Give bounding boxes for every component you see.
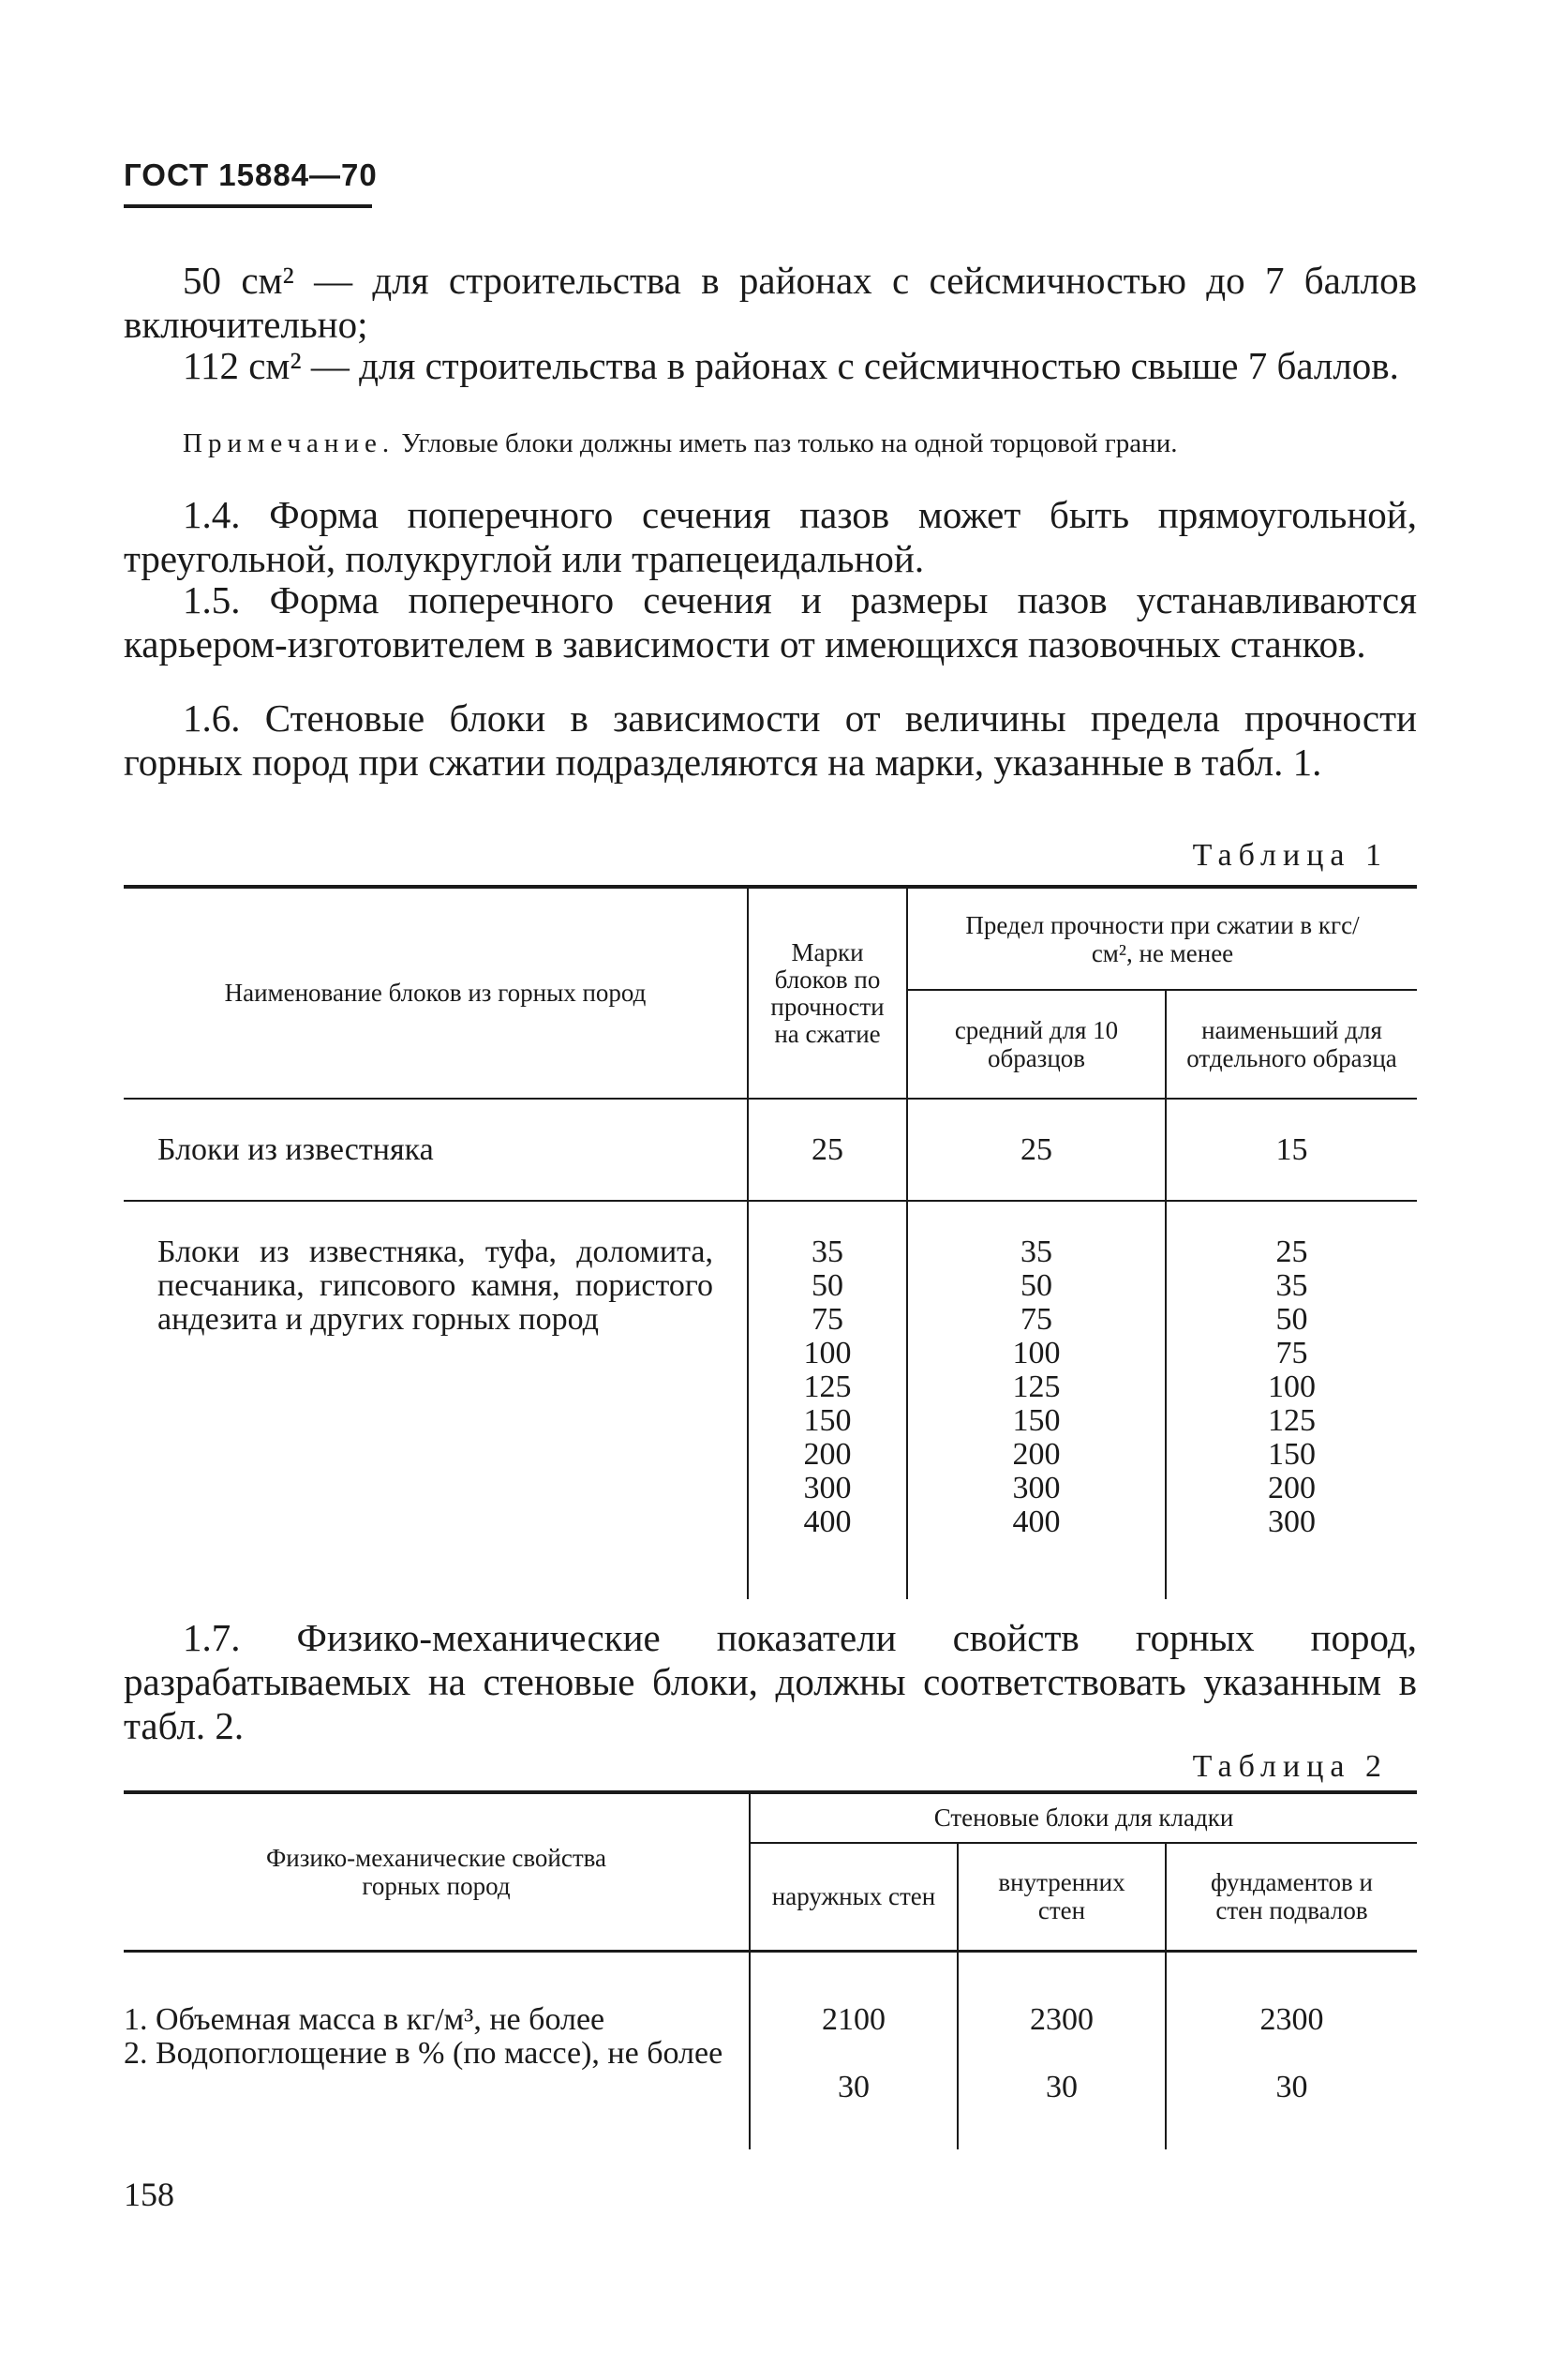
avg-value: 125 <box>1012 1370 1061 1404</box>
min-value: 75 <box>1275 1336 1308 1370</box>
note-label: Примечание. <box>183 428 395 458</box>
table1-header-avg: средний для 10 образцов <box>907 990 1166 1099</box>
min-value: 125 <box>1268 1403 1316 1438</box>
table1-row2-name: Блоки из известняка, туфа, доломита, песчаника, гипсового камня, пористого андезита и других горных пород <box>157 1235 713 1337</box>
table1 <box>124 885 1417 1599</box>
table2-row1-inner: 2300 <box>958 1951 1166 2037</box>
note <box>124 427 1417 460</box>
min-value: 25 <box>1275 1235 1308 1269</box>
mark-value: 300 <box>803 1471 852 1505</box>
avg-value: 50 <box>1020 1268 1052 1303</box>
page-number: 158 <box>124 2176 174 2213</box>
table2 <box>124 1790 1417 2149</box>
mark-value: 150 <box>803 1403 852 1438</box>
min-value: 150 <box>1268 1437 1316 1472</box>
min-value: 100 <box>1268 1370 1316 1404</box>
table1-row2-avg <box>907 1201 1166 1599</box>
min-value: 35 <box>1275 1268 1308 1303</box>
paragraph-50cm: 50 см² — для строительства в районах с сейсмичностью до 7 баллов включительно; <box>124 259 1417 346</box>
table2-row1-found: 2300 <box>1259 2002 1324 2037</box>
document-code: ГОСТ 15884—70 <box>124 157 378 192</box>
avg-value: 200 <box>1012 1437 1061 1472</box>
table2-row2-name: 2. Водопоглощение в % (по массе), не более <box>124 2036 723 2071</box>
mark-value: 200 <box>803 1437 852 1472</box>
paragraph-1-6: 1.6. Стеновые блоки в зависимости от величины предела прочности горных пород при сжатии подразделяются на марки, указанные в табл. 1. <box>124 696 1417 784</box>
table2-caption: Таблица 2 <box>1192 1749 1388 1784</box>
table1-row1-min: 15 <box>1166 1099 1417 1201</box>
min-value: 50 <box>1275 1302 1308 1337</box>
mark-value: 100 <box>803 1336 852 1370</box>
table1-row1-avg: 25 <box>907 1099 1166 1201</box>
table2-row2-found: 30 <box>1275 2070 1308 2104</box>
min-value: 200 <box>1268 1471 1316 1505</box>
avg-value: 75 <box>1020 1302 1052 1337</box>
table1-header-marks: Марки блоков по прочности на сжатие <box>748 887 907 1099</box>
table2-row2-outer: 30 <box>750 2037 958 2149</box>
table2-header-props: Физико-механические свойства горных пород <box>124 1792 750 1951</box>
avg-value: 400 <box>1012 1504 1061 1539</box>
paragraph-1-7: 1.7. Физико-механические показатели свойств горных пород, разрабатываемых на стеновые блоки, должны соответствовать указанным в табл. 2. <box>124 1616 1417 1747</box>
paragraph-1-4: 1.4. Форма поперечного сечения пазов может быть прямоугольной, треугольной, полукруглой или трапецеидальной. <box>124 493 1417 580</box>
table1-row1-name: Блоки из известняка <box>124 1099 748 1201</box>
header-rule <box>124 204 372 208</box>
mark-value: 125 <box>803 1370 852 1404</box>
mark-value: 75 <box>812 1302 843 1337</box>
mark-value: 400 <box>803 1504 852 1539</box>
min-value: 300 <box>1268 1504 1316 1539</box>
table1-header-min: наименьший для отдельного образца <box>1166 990 1417 1099</box>
avg-value: 300 <box>1012 1471 1061 1505</box>
table1-row2-marks <box>748 1201 907 1599</box>
table1-row2-min <box>1166 1201 1417 1599</box>
table2-header-inner: внутренних стен <box>958 1843 1166 1951</box>
avg-value: 150 <box>1012 1403 1061 1438</box>
paragraph-1-5: 1.5. Форма поперечного сечения и размеры пазов устанавливаются карьером-изготовителем в зависимости от имеющихся пазовочных станков. <box>124 578 1417 666</box>
mark-value: 35 <box>812 1235 843 1269</box>
table2-row1-name: 1. Объемная масса в кг/м³, не более <box>124 2002 605 2037</box>
mark-value: 50 <box>812 1268 843 1303</box>
table2-header-found: фундаментов и стен подвалов <box>1166 1843 1417 1951</box>
table2-row2-inner: 30 <box>958 2037 1166 2149</box>
table2-header-group: Стеновые блоки для кладки <box>750 1792 1417 1843</box>
table1-caption: Таблица 1 <box>1192 838 1388 873</box>
paragraph-112cm: 112 см² — для строительства в районах с сейсмичностью свыше 7 баллов. <box>183 344 1399 387</box>
table1-header-strength: Предел прочности при сжатии в кгс/см², не менее <box>907 887 1417 990</box>
avg-value: 100 <box>1012 1336 1061 1370</box>
table2-row1-outer: 2100 <box>750 1951 958 2037</box>
note-text: Угловые блоки должны иметь паз только на одной торцовой грани. <box>401 428 1178 458</box>
table1-row1-mark: 25 <box>748 1099 907 1201</box>
table2-header-outer: наружных стен <box>750 1843 958 1951</box>
table1-header-name: Наименование блоков из горных пород <box>124 887 748 1099</box>
avg-value: 35 <box>1020 1235 1052 1269</box>
